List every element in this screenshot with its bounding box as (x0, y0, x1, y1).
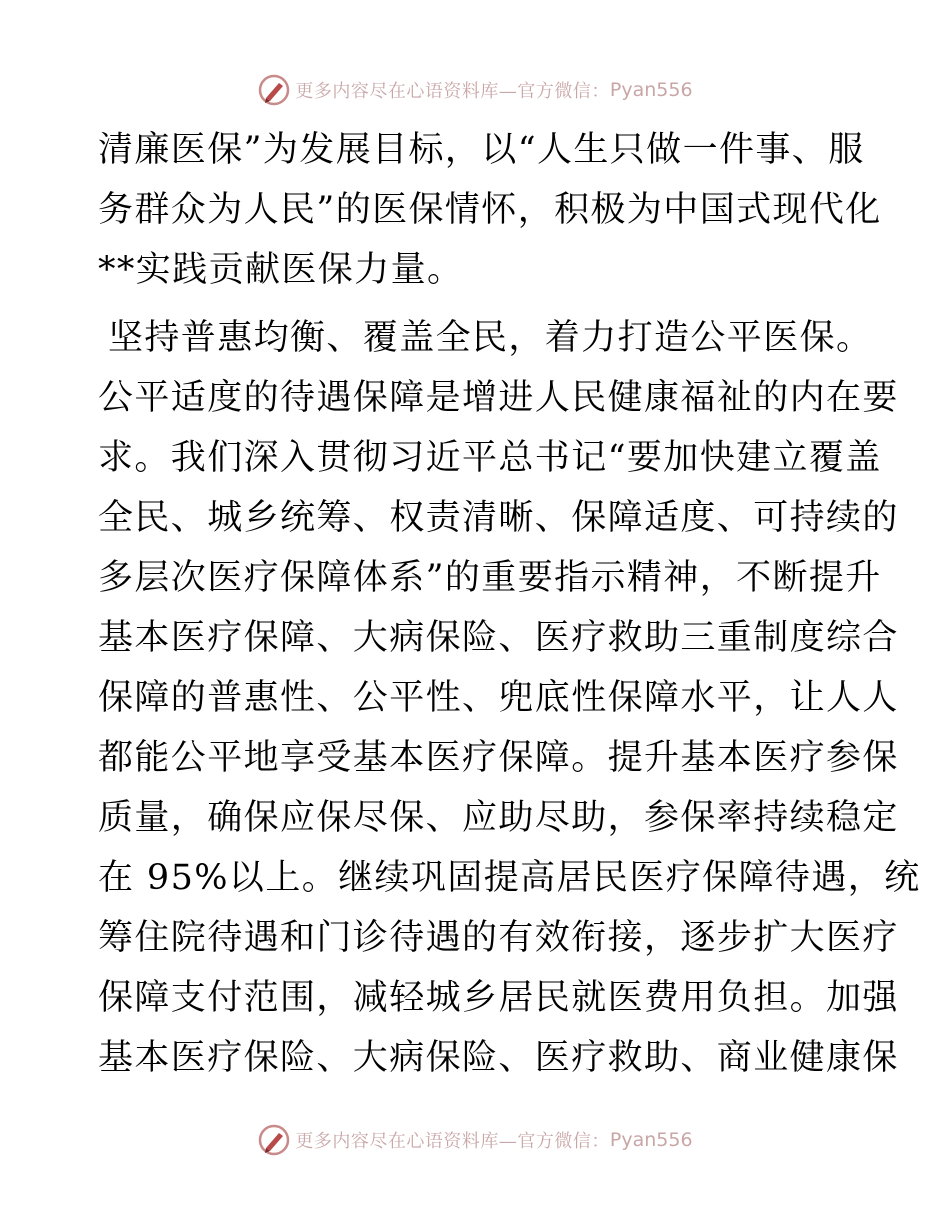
text-line: 多层次医疗保障体系”的重要指示精神，不断提升 (98, 558, 882, 598)
text-line: 基本医疗保障、大病保险、医疗救助三重制度综合 (98, 618, 899, 658)
watermark-handle: Pyan556 (609, 79, 693, 101)
pen-circle-logo-icon (257, 73, 291, 107)
watermark-text: 更多内容尽在心语资料库—官方微信： (295, 1131, 610, 1152)
footer-watermark (0, 1122, 950, 1158)
header-watermark (0, 72, 950, 108)
watermark-text: 更多内容尽在心语资料库—官方微信： (295, 81, 610, 102)
pen-circle-logo-icon (257, 1123, 291, 1157)
text-line: 清廉医保”为发展目标，以“人生只做一件事、服 (98, 130, 865, 170)
text-line: 务群众为人民”的医保情怀，积极为中国式现代化 (98, 190, 882, 230)
text-line: 保障支付范围，减轻城乡居民就医费用负担。加强 (98, 978, 899, 1018)
watermark-handle: Pyan556 (609, 1129, 693, 1151)
text-line: 质量，确保应保尽保、应助尽助，参保率持续稳定 (98, 798, 899, 838)
text-line: 公平适度的待遇保障是增进人民健康福祉的内在要 (98, 378, 899, 418)
section-heading: 坚持普惠均衡、覆盖全民，着力打造公平医保。 (108, 318, 873, 358)
text-line: 全民、城乡统筹、权责清晰、保障适度、可持续的 (98, 498, 899, 538)
text-line: 在 95%以上。继续巩固提高居民医疗保障待遇，统 (98, 858, 921, 898)
text-line: 基本医疗保险、大病保险、医疗救助、商业健康保 (98, 1038, 899, 1078)
document-body (98, 120, 921, 1088)
text-line: **实践贡献医保力量。 (98, 250, 464, 290)
text-line: 筹住院待遇和门诊待遇的有效衔接，逐步扩大医疗 (98, 918, 899, 958)
text-line: 求。我们深入贯彻习近平总书记“要加快建立覆盖 (98, 438, 882, 478)
text-line: 都能公平地享受基本医疗保障。提升基本医疗参保 (98, 738, 899, 778)
text-line: 保障的普惠性、公平性、兜底性保障水平，让人人 (98, 678, 899, 718)
